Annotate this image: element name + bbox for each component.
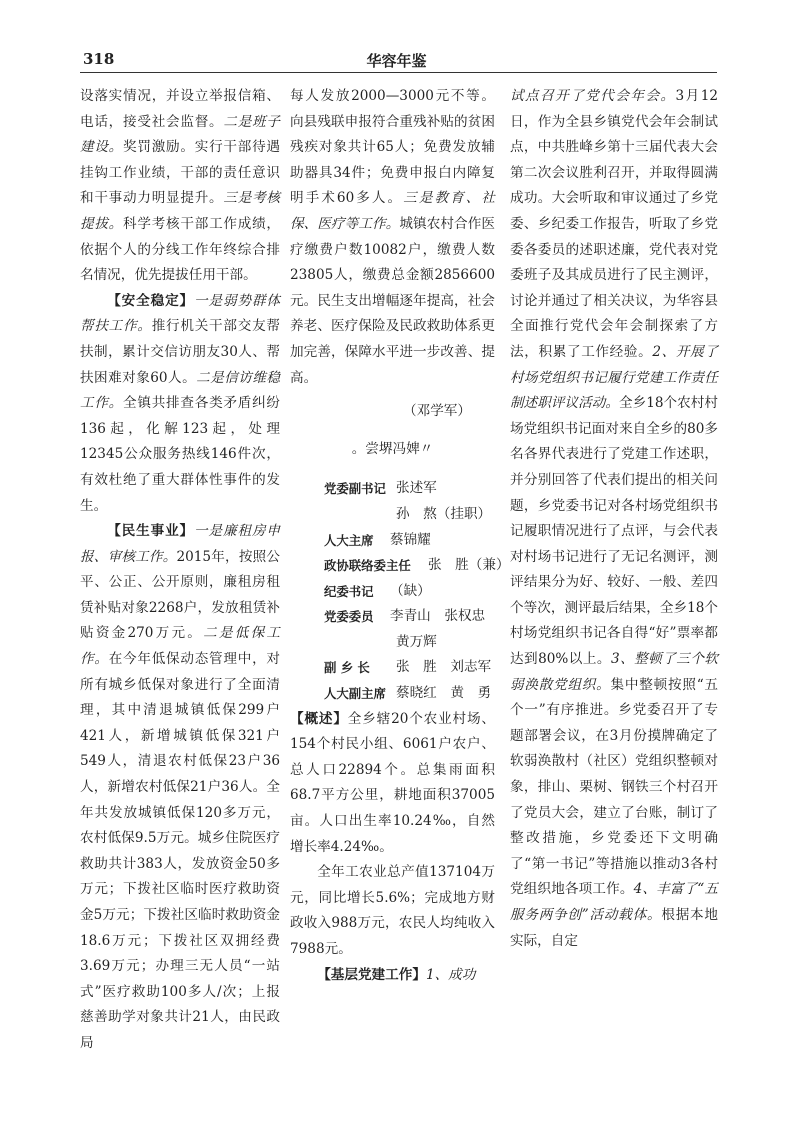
text: 设落实情况，并设立举报信箱、电话，接受社会监督。 [80,88,280,130]
keyword: 2、开展了村场党组织书记履行党建工作责任制述职评议活动。 [510,343,718,412]
leader-name: 孙 熬（挂职） [396,505,492,522]
text: 每人发放2000—3000元不等。向县残联申报符合重残补贴的贫困残疾对象共计65人；免费发放辅助器具34件；免费申报白内障复明手术60多人。 [290,88,495,207]
leader-role: 纪委书记 [324,583,374,599]
keyword: 二是信访维稳工作。 [80,369,280,412]
keyword: 4、丰富了“五服务两争创”活动载体。 [510,881,718,923]
leader-role: 人大主席 [324,532,374,548]
text: 全镇共排查各类矛盾纠纷136起，化解123起，处理12345公众服务热线146件次，有效杜绝了重大群体性事件的发生。 [80,395,281,514]
paragraph-output [290,860,495,962]
leader-role: 人大副主席 [324,686,386,702]
leader-role: 副 乡 长 [324,660,370,676]
keyword: 1、成功 [425,966,476,983]
keyword: 三是考核提拔。 [80,190,281,232]
leader-role: 政协联络委主任 [324,558,411,574]
leader-name: 黄万辉 [396,633,437,650]
leader-row [290,528,495,554]
leader-row [290,476,495,502]
paragraph-livelihood [80,519,280,1056]
text: 在今年低保动态管理中，对所有城乡低保对象进行了全面清理，其中清退城镇低保299户421人，新增城镇低保321户549人，清退农村低保23户36人，新增农村低保21户36人。全年共发放城镇低保120多万元，农村低保9.5万元。城乡住院医疗救助共计383人，发放资金50多万元；下拨社区临时医疗救助资金5万元；下拨社区临时救助资金18.6万元；下拨社区双拥经费3.69万元；办理三无人员“一站式”医疗救助100多人/次；上报慈善助学对象共计21人，由民政局 [80,651,281,1051]
text: 科学考核干部工作成绩，依据个人的分线工作年终综合排名情况，优先提拔任用干部。 [80,215,281,284]
keyword: 一是廉租房申报、审核工作。 [80,523,281,565]
paragraph-continued [80,84,280,289]
leader-role: 党委副书记 [324,481,386,497]
leader-row [290,579,495,605]
leader-row [290,553,510,579]
leader-role: 党委委员 [324,609,374,625]
leader-name: 李青山 张权忠 [390,608,486,625]
column-3 [510,84,718,954]
text: 奖罚激励。实行干部待遇挂钩工作业绩，干部的责任意识和干事动力明显提升。 [80,139,281,207]
leader-list [290,476,510,706]
leader-name: （缺） [390,582,431,599]
keyword: 二是低保工作。 [80,625,280,668]
text: 全乡18个农村村场党组织书记面对来自全乡的80多名各界代表进行了党建工作述职，并分别回答了代表们提出的相关问题，乡党委书记对各村场党组织书记履职情况进行了点评，与会代表对村场书记进行了无记名测评，测评结果分为好、较好、一般、差四个等次，测评最后结果，全乡18个村场党组织书记各自得“好”票率都达到80%以上。 [510,395,718,668]
leader-row [290,502,495,528]
column-2 [290,84,510,988]
page-number: 318 [83,50,115,68]
keyword: 二是班子建设。 [80,113,281,156]
keyword: 3、整顿了三个软弱涣散党组织。 [510,651,718,693]
section-heading: 【安全稳定】 [107,292,195,309]
paragraph-party-building [290,963,495,989]
text: 推行机关干部交友帮扶制，累计交信访朋友30人、帮扶困难对象60人。 [80,318,281,386]
keyword: 试点召开了党代会年会。 [510,88,676,104]
header-rule [80,72,717,73]
running-title: 华容年鉴 [366,52,427,70]
text: 城镇农村合作医疗缴费户数10082户，缴费人数23805人，缴费总金额2856600元。民生支出增幅逐年提高，社会养老、医疗保险及民政救助体系更加完善，保障水平进一步改善、提高。 [290,215,495,386]
section-title: 。尝堺冯婢〃 [351,440,434,457]
section-heading: 【民生事业】 [107,523,195,540]
leader-row [290,630,495,656]
text: 全年工农业总产值137104万元，同比增长5.6%；完成地方财政收入988万元，农民人均纯收入7988元。 [290,864,495,957]
column-1 [80,84,280,1057]
text: 全乡辖20个农业村场、154个村民小组、6061户农户、总人口22894个。总集雨面积68.7平方公里，耕地面积37005亩。人口出生率10.24‰，自然增长率4.24‰。 [290,710,496,855]
section-heading: 【基层党建工作】 [317,966,426,983]
text: 集中整顿按照“五个一”有序推进。乡党委召开了专题部署会议，在3月份摸牌确定了软弱涣散村（社区）党组织整顿对象，排山、栗树、钢铁三个村召开了党员大会，建立了台账，制订了整改措施，乡党委还下文明确了“第一书记”等措施以推动3各村党组织地各项工作。 [510,676,719,898]
paragraph-safety [80,289,280,519]
leader-name: 张 胜（兼） [428,557,510,574]
keyword: 一是弱势群体帮扶工作。 [80,292,281,335]
leader-name: 张 胜 刘志军 [396,659,492,676]
keyword: 三是教育、社保、医疗等工作。 [290,190,495,232]
leader-name: 蔡晓红 黄 勇 [396,685,492,702]
text: 3月12日，作为全县乡镇党代会年会制试点，中共胜峰乡第十三届代表大会第二次会议胜利召开，并取得圆满成功。大会听取和审议通过了乡党委、乡纪委工作报告，听取了乡党委各委员的述职述廉，党代表对党委班子及其成员进行了民主测评，讨论并通过了相关决议，为华容县全面推行党代会年会制探索了方法，积累了工作经验。 [510,88,718,360]
text: 根据本地实际，自定 [510,907,719,949]
text: 2015年，按照公平、公正、公开原则，廉租房租赁补贴对象2268户，发放租赁补贴资金270万元。 [80,548,280,642]
paragraph-continued [510,84,718,954]
leader-name: 张述军 [396,480,437,497]
leader-row [290,655,495,681]
author-credit: （邓学军） [403,403,471,420]
section-heading: 【概述】 [290,710,348,727]
leader-name: 蔡锦耀 [390,531,431,548]
paragraph-overview [290,707,495,861]
leader-row [290,681,495,707]
leader-row [290,604,495,630]
paragraph-continued [290,84,495,391]
